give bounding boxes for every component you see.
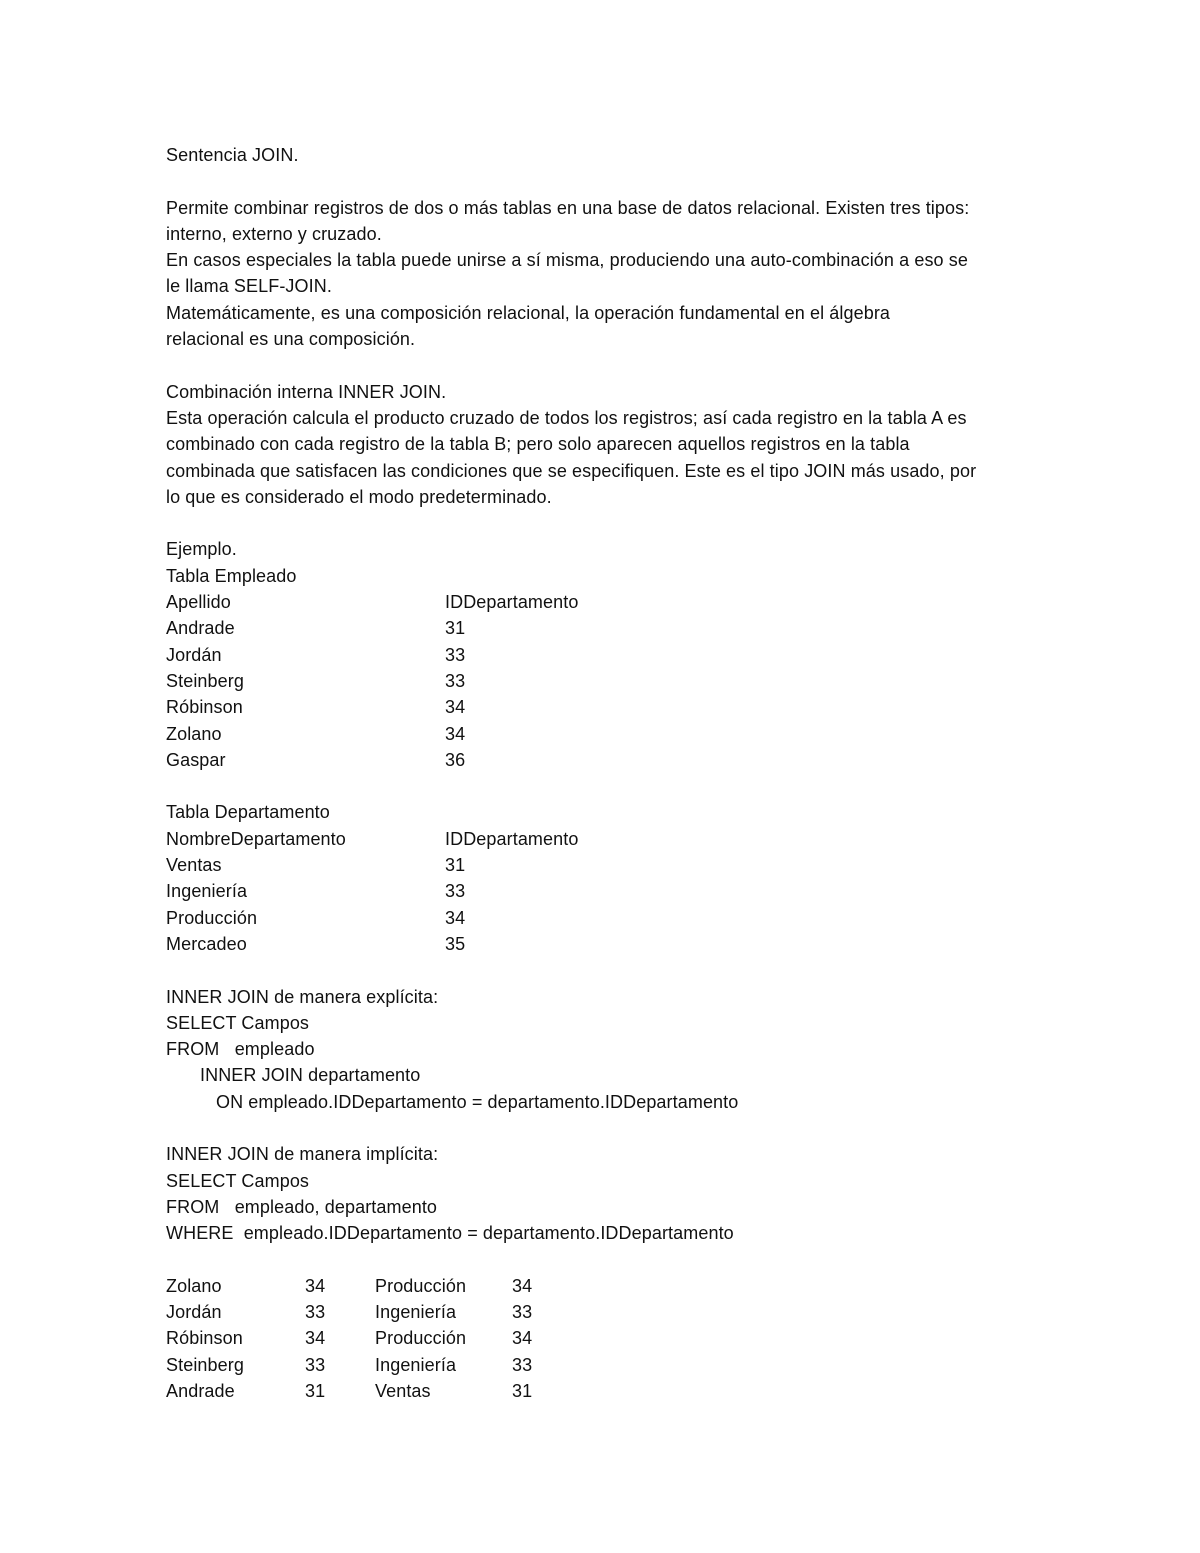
table-row [166, 642, 1046, 668]
table-cell: Steinberg [166, 670, 244, 691]
explicit-join-block [166, 984, 1046, 1115]
table-cell: 31 [512, 1380, 533, 1401]
spacer [166, 168, 1046, 194]
column-header: IDDepartamento [445, 828, 579, 849]
table-cell: 33 [305, 1354, 326, 1375]
sql-line: ON empleado.IDDepartamento = departamento.IDDepartamento [216, 1091, 739, 1112]
table-cell: 34 [512, 1275, 533, 1296]
table-cell: 34 [305, 1275, 326, 1296]
empleado-header-row [166, 589, 1046, 615]
table-cell: 34 [445, 723, 466, 744]
empleado-table [166, 563, 1046, 773]
explicit-join-heading: INNER JOIN de manera explícita: [166, 986, 439, 1007]
table-cell: 33 [512, 1302, 533, 1323]
sql-line: SELECT Campos [166, 1170, 310, 1191]
spacer [166, 773, 1046, 799]
sql-line: INNER JOIN departamento [200, 1065, 421, 1086]
table-cell: 33 [445, 881, 466, 902]
inner-join-heading: Combinación interna INNER JOIN. [166, 381, 447, 402]
sql-line: SELECT Campos [166, 1012, 310, 1033]
table-cell: Steinberg [166, 1354, 244, 1375]
table-row [166, 668, 1046, 694]
table-row [166, 931, 1046, 957]
table-cell: 34 [445, 907, 466, 928]
table-row [166, 1273, 1046, 1299]
document-title: Sentencia JOIN. [166, 145, 299, 165]
inner-join-text: combinado con cada registro de la tabla B; pero solo aparecen aquellos registros en la tabla [166, 434, 910, 455]
departamento-header-row [166, 826, 1046, 852]
intro-line: Matemáticamente, es una composición relacional, la operación fundamental en el álgebra [166, 302, 891, 323]
inner-join-text: lo que es considerado el modo predeterminado. [166, 486, 552, 507]
document-body [166, 142, 1046, 1404]
result-table [166, 1273, 1046, 1404]
intro-line: Permite combinar registros de dos o más tablas en una base de datos relacional. Existen tres tipos: [166, 197, 970, 218]
table-cell: Ventas [375, 1380, 431, 1401]
table-cell: Zolano [166, 723, 222, 744]
table-cell: 31 [445, 855, 466, 876]
table-cell: Producción [375, 1328, 467, 1349]
table-row [166, 905, 1046, 931]
inner-join-text: Esta operación calcula el producto cruzado de todos los registros; así cada registro en la tabla A es [166, 407, 967, 428]
table-cell: Ventas [166, 855, 222, 876]
table-row [166, 721, 1046, 747]
inner-join-text: combinada que satisfacen las condiciones que se especifiquen. Este es el tipo JOIN más usado, por [166, 460, 977, 481]
table-cell: 31 [305, 1380, 326, 1401]
table-row [166, 1378, 1046, 1404]
table-cell: Jordán [166, 644, 222, 665]
intro-line: relacional es una composición. [166, 329, 416, 350]
table-cell: Gaspar [166, 749, 226, 770]
table-row [166, 878, 1046, 904]
spacer [166, 1115, 1046, 1141]
table-row [166, 1352, 1046, 1378]
table-cell: 34 [305, 1328, 326, 1349]
table-row [166, 615, 1046, 641]
implicit-join-heading: INNER JOIN de manera implícita: [166, 1144, 439, 1165]
table-cell: 33 [512, 1354, 533, 1375]
empleado-table-title: Tabla Empleado [166, 565, 297, 586]
intro-line: le llama SELF-JOIN. [166, 276, 332, 297]
table-cell: 34 [445, 697, 466, 718]
table-cell: Andrade [166, 1380, 235, 1401]
table-cell: Ingeniería [166, 881, 248, 902]
intro-line: En casos especiales la tabla puede unirse a sí misma, produciendo una auto-combinación a eso se [166, 250, 968, 271]
table-cell: 35 [445, 933, 466, 954]
sql-line: WHERE empleado.IDDepartamento = departamento.IDDepartamento [166, 1223, 734, 1244]
table-cell: Ingeniería [375, 1302, 457, 1323]
table-cell: Ingeniería [375, 1354, 457, 1375]
intro-line: interno, externo y cruzado. [166, 223, 382, 244]
table-cell: 31 [445, 618, 466, 639]
table-row [166, 1325, 1046, 1351]
spacer [166, 352, 1046, 378]
table-cell: Róbinson [166, 1328, 243, 1349]
table-cell: 36 [445, 749, 466, 770]
example-label: Ejemplo. [166, 539, 237, 560]
table-cell: 33 [445, 644, 466, 665]
table-cell: Jordán [166, 1302, 222, 1323]
column-header: IDDepartamento [445, 592, 579, 613]
table-row [166, 1299, 1046, 1325]
spacer [166, 957, 1046, 983]
table-cell: Zolano [166, 1275, 222, 1296]
departamento-table-title: Tabla Departamento [166, 802, 330, 823]
table-row [166, 747, 1046, 773]
table-cell: Producción [166, 907, 258, 928]
table-cell: Mercadeo [166, 933, 247, 954]
spacer [166, 510, 1046, 536]
column-header: NombreDepartamento [166, 828, 346, 849]
departamento-table [166, 799, 1046, 957]
implicit-join-block [166, 1141, 1046, 1246]
spacer [166, 1246, 1046, 1272]
table-cell: 34 [512, 1328, 533, 1349]
table-cell: Andrade [166, 618, 235, 639]
table-cell: 33 [445, 670, 466, 691]
table-cell: 33 [305, 1302, 326, 1323]
table-row [166, 694, 1046, 720]
sql-line: FROM empleado [166, 1039, 315, 1060]
table-cell: Róbinson [166, 697, 243, 718]
sql-line: FROM empleado, departamento [166, 1196, 438, 1217]
column-header: Apellido [166, 592, 231, 613]
table-row [166, 852, 1046, 878]
table-cell: Producción [375, 1275, 467, 1296]
